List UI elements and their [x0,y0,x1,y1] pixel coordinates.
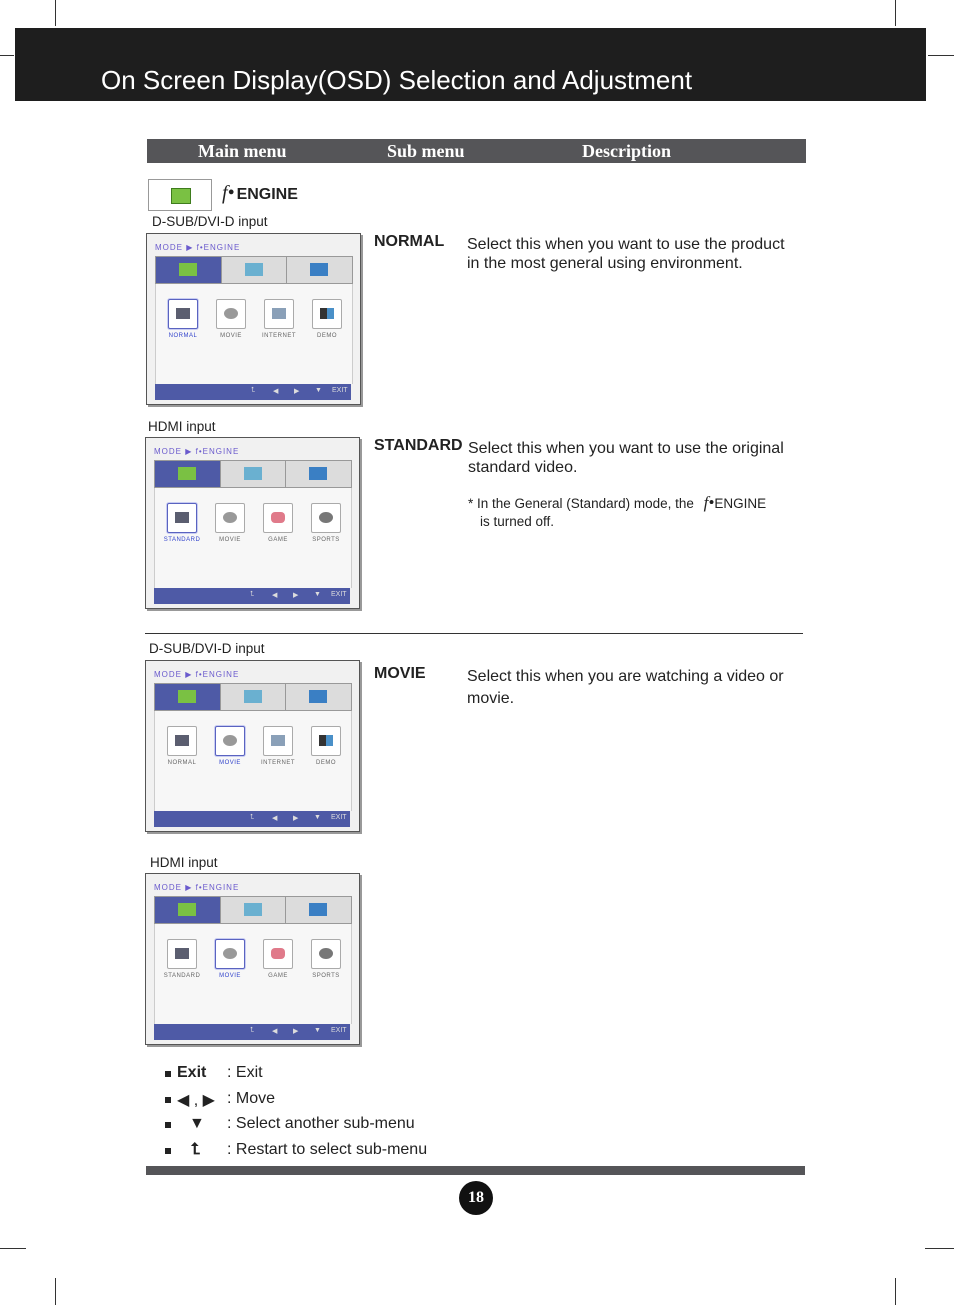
osd-item-caption: SPORTS [312,973,340,979]
osd-body [154,924,352,1024]
column-main-menu: Main menu [198,141,287,161]
column-sub-menu: Sub menu [387,141,465,161]
game-icon [271,512,285,523]
osd-screen-normal [146,233,361,405]
fengine-icon [178,690,196,703]
osd-screen-movie [145,660,360,832]
osd-item-caption: DEMO [317,333,337,339]
left-arrow-icon: ◀ [272,592,278,599]
demo-icon [320,308,334,319]
osd-tabs [154,460,352,488]
legend-text: : Restart to select sub-menu [227,1141,428,1158]
footer-bar [146,1166,805,1175]
osd-item-caption: STANDARD [163,973,201,979]
page-title: On Screen Display(OSD) Selection and Adjustment [101,65,693,95]
right-arrow-icon: ▶ [293,592,299,599]
osd-tab-picture [222,257,288,283]
standard-icon [175,948,189,959]
osd-item-caption: MOVIE [219,760,241,766]
fengine-icon [178,903,196,916]
osd-item-caption: INTERNET [261,760,295,766]
page-number: 18 [459,1181,493,1215]
osd-item-game [255,939,301,979]
description-movie: Select this when you are watching a video or movie. [467,668,784,707]
osd-exit-label: EXIT [332,387,348,394]
osd-item-caption: NORMAL [168,333,198,339]
osd-item-caption: MOVIE [219,973,241,979]
submenu-standard: STANDARD [374,437,463,454]
osd-body [154,711,352,811]
osd-bottom-bar [154,588,350,604]
movie-icon [223,512,237,523]
bullet-icon [165,1122,171,1128]
osd-mode-label: MODE ▶ f•ENGINE [154,447,240,456]
setup-icon [309,903,327,916]
internet-icon [271,735,285,746]
legend-symbol: ◀ , ▶ [177,1092,215,1109]
legend-text: : Exit [227,1064,263,1081]
osd-tab-fengine [155,684,221,710]
osd-exit-label: EXIT [331,814,347,821]
fengine-icon [179,263,197,276]
section-divider [145,633,803,634]
osd-bottom-bar [154,1024,350,1040]
movie-icon [223,735,237,746]
fengine-icon [178,467,196,480]
setup-icon [309,690,327,703]
normal-icon [175,735,189,746]
osd-tab-setup [286,684,351,710]
restart-icon: ⮤ [250,814,255,821]
osd-item-demo [304,299,350,339]
submenu-movie: MOVIE [374,665,426,682]
crop-mark [0,55,14,56]
osd-body [155,284,353,384]
osd-tabs [155,256,353,284]
osd-item-sports [303,939,349,979]
fengine-icon [171,188,191,204]
osd-item-movie [208,299,254,339]
column-description: Description [582,141,671,161]
restart-icon: ⮤ [251,387,256,394]
osd-bottom-bar [155,384,351,400]
osd-item-movie [207,939,253,979]
osd-item-caption: MOVIE [219,537,241,543]
legend-text: : Move [227,1090,276,1107]
note-engine: ENGINE [714,496,767,511]
osd-tab-fengine [156,257,222,283]
osd-item-demo [303,726,349,766]
osd-item-internet [256,299,302,339]
right-arrow-icon: ▶ [293,815,299,822]
down-arrow-icon: ▼ [314,1027,321,1034]
crop-mark [928,55,954,56]
right-arrow-icon: ▶ [294,388,300,395]
fengine-label-text: ENGINE [236,186,298,203]
osd-item-movie [207,726,253,766]
setup-icon [310,263,328,276]
osd-bottom-bar [154,811,350,827]
crop-mark [895,0,896,26]
crop-mark [925,1248,954,1249]
input-label-dsub-2: D-SUB/DVI-D input [149,641,265,656]
osd-tabs [154,896,352,924]
down-arrow-icon: ▼ [315,387,322,394]
osd-item-caption: NORMAL [167,760,197,766]
osd-tab-fengine [155,461,221,487]
description-standard: Select this when you want to use the original standard video. [468,440,784,476]
legend-text: : Select another sub-menu [227,1115,415,1132]
right-arrow-icon: ▶ [293,1028,299,1035]
osd-item-game [255,503,301,543]
osd-item-caption: INTERNET [262,333,296,339]
osd-tab-setup [286,897,351,923]
osd-item-standard [159,939,205,979]
osd-item-sports [303,503,349,543]
osd-item-normal [160,299,206,339]
osd-exit-label: EXIT [331,591,347,598]
osd-item-internet [255,726,301,766]
description-normal: Select this when you want to use the product in the most general using environment. [467,236,785,272]
down-arrow-icon: ▼ [314,814,321,821]
osd-tab-picture [221,897,287,923]
osd-item-normal [159,726,205,766]
standard-icon [175,512,189,523]
osd-screen-standard [145,437,360,609]
fengine-menu-box [148,179,212,211]
input-label-dsub-1: D-SUB/DVI-D input [152,214,268,229]
game-icon [271,948,285,959]
picture-icon [244,690,262,703]
osd-item-movie [207,503,253,543]
crop-mark [55,0,56,26]
picture-icon [245,263,263,276]
bullet-icon [165,1148,171,1154]
osd-item-standard [159,503,205,543]
input-label-hdmi-2: HDMI input [150,855,218,870]
legend-symbol: ▼ [189,1115,205,1132]
fengine-prefix: f• [222,182,235,204]
bullet-icon [165,1071,171,1077]
internet-icon [272,308,286,319]
fengine-inline-icon: f• [703,493,715,512]
osd-mode-label: MODE ▶ f•ENGINE [154,670,240,679]
bullet-icon [165,1097,171,1103]
osd-tabs [154,683,352,711]
osd-item-caption: DEMO [316,760,336,766]
legend-symbol: ⮤ [191,1141,201,1158]
crop-mark [0,1248,26,1249]
submenu-normal: NORMAL [374,233,445,250]
left-arrow-icon: ◀ [272,815,278,822]
column-header [147,139,806,163]
note-suffix: is turned off. [480,514,555,529]
osd-mode-label: MODE ▶ f•ENGINE [155,243,241,252]
picture-icon [244,903,262,916]
osd-item-caption: GAME [268,973,288,979]
picture-icon [244,467,262,480]
left-arrow-icon: ◀ [273,388,279,395]
crop-mark [895,1278,896,1305]
osd-exit-label: EXIT [331,1027,347,1034]
movie-icon [224,308,238,319]
note-prefix: * In the General (Standard) mode, the [468,496,694,511]
setup-icon [309,467,327,480]
osd-item-caption: SPORTS [312,537,340,543]
osd-tab-picture [221,461,287,487]
standard-note [468,494,808,531]
osd-mode-label: MODE ▶ f•ENGINE [154,883,240,892]
osd-item-caption: GAME [268,537,288,543]
osd-tab-picture [221,684,287,710]
input-label-hdmi-1: HDMI input [148,419,216,434]
osd-item-caption: STANDARD [163,537,201,543]
sports-icon [319,512,333,523]
osd-body [154,488,352,588]
osd-item-caption: MOVIE [220,333,242,339]
movie-icon [223,948,237,959]
legend-symbol: Exit [177,1064,207,1081]
crop-mark [55,1278,56,1305]
restart-icon: ⮤ [250,591,255,598]
normal-icon [176,308,190,319]
restart-icon: ⮤ [250,1027,255,1034]
osd-tab-fengine [155,897,221,923]
fengine-menu-label [222,182,298,205]
left-arrow-icon: ◀ [272,1028,278,1035]
osd-screen-movie-hdmi [145,873,360,1045]
osd-tab-setup [286,461,351,487]
down-arrow-icon: ▼ [314,591,321,598]
sports-icon [319,948,333,959]
osd-tab-setup [287,257,352,283]
demo-icon [319,735,333,746]
